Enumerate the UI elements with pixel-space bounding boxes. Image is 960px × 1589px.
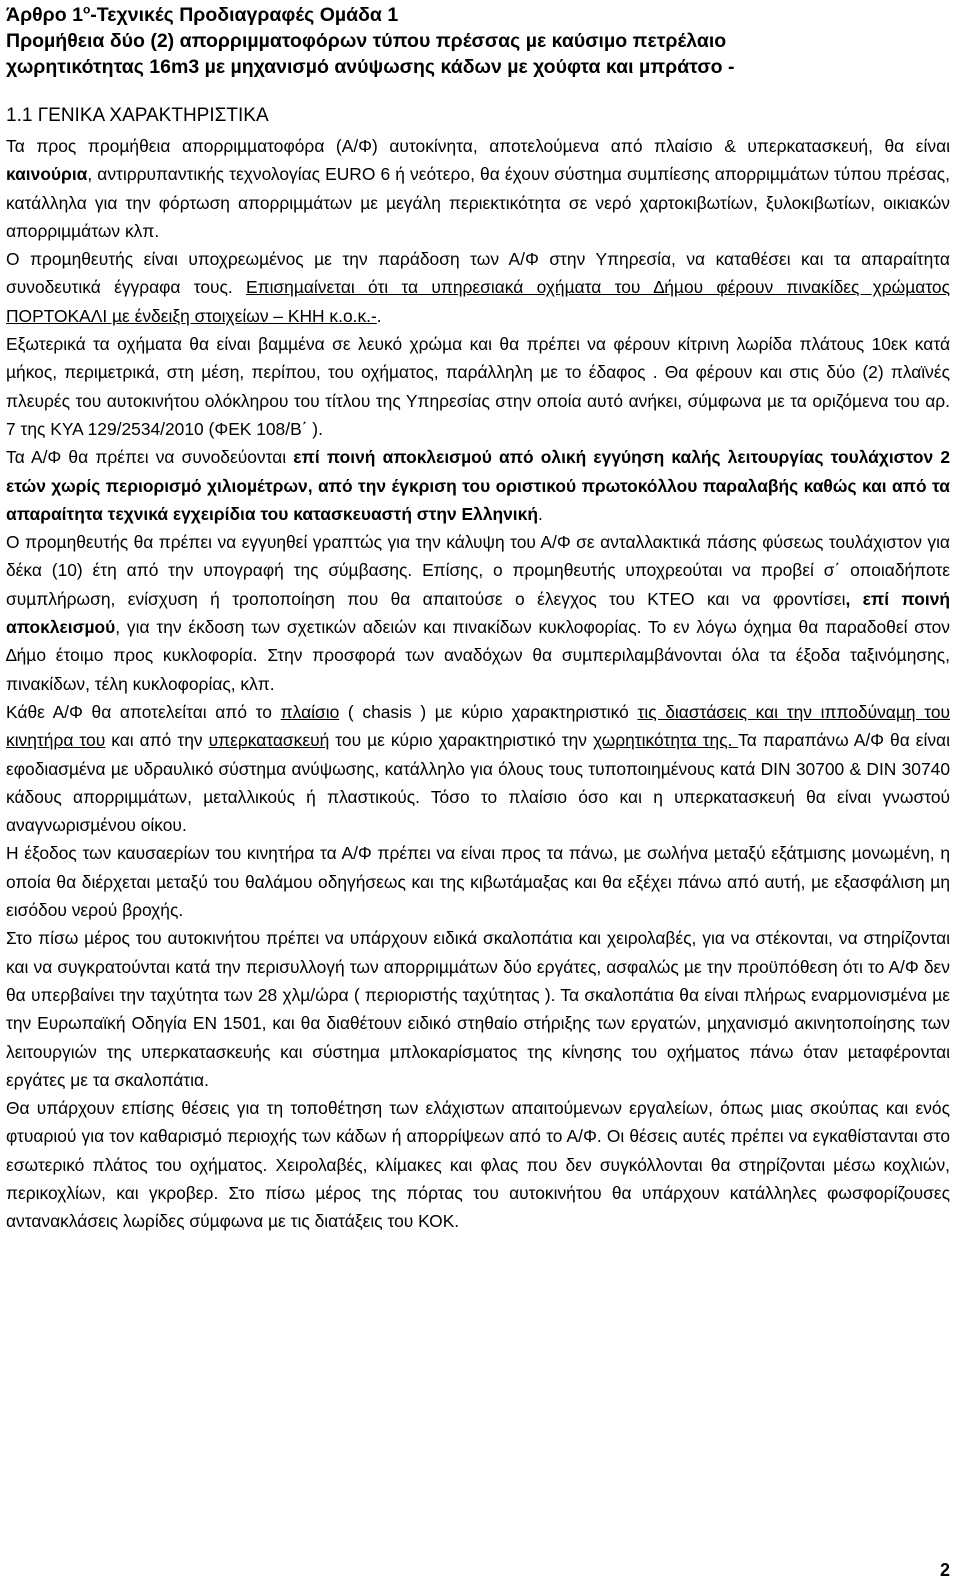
body-text (6, 132, 950, 1236)
heading-line-2: Προµήθεια δύο (2) απορριµµατοφόρων τύπου πρέσσας µε καύσιµο πετρέλαιο (6, 30, 727, 52)
paragraph-exhaust: Η έξοδος των καυσαερίων του κινητήρα τα Α/Φ πρέπει να είναι προς τα πάνω, µε σωλήνα µεταξύ εξάτµισης µονωµένη, η οποία θα διέρχεται µεταξύ του θαλάµου οδηγήσεως και της κιβωτάµαξας και θα εξέχει πάνω από αυτή, µε εξασφάλιση µη εισόδου νερού βροχής. (6, 843, 950, 921)
paragraph-tools: Θα υπάρχουν επίσης θέσεις για τη τοποθέτηση των ελάχιστων απαιτούµενων εργαλείων, όπως µιας σκούπας και ενός φτυαριού για τον καθαρισµό περιοχής των κάδων ή απορρίψεων από το Α/Φ. Οι θέσεις αυτές πρέπει να εγκαθίστανται στο εσωτερικό πλάτος του οχήµατος. Χειρολαβές, κλίµακες και φλας που δεν συγκόλλονται θα στηρίζονται µέσω κοχλιών, περικοχλίων, και γκροβερ. Στο πίσω µέρος της πόρτας του αυτοκινήτου θα υπάρχουν κατάλληλες φωσφορίζουσες αντανακλάσεις λωρίδες σύµφωνα µε τις διατάξεις του ΚΟΚ. (6, 1098, 950, 1232)
paragraph-rear-steps: Στο πίσω µέρος του αυτοκινήτου πρέπει να υπάρχουν ειδικά σκαλοπάτια και χειρολαβές, για να στέκονται, να στηρίζονται και να συγκρατούνται κατά την περισυλλογή των απορριµµάτων δύο εργάτες, ασφαλώς µε την προϋπόθεση ότι το Α/Φ δεν θα υπερβαίνει την ταχύτητα των 28 χλµ/ώρα ( περιοριστής ταχύτητας ). Τα σκαλοπάτια θα είναι πλήρως εναρµονισµένα µε την Ευρωπαϊκή Οδηγία ΕΝ 1501, και θα διαθέτουν ειδικό στηθαίο στήριξης των εργατών, µηχανισµό ακινητοποίησης των λειτουργιών της υπερκατασκευής και σύστηµα µπλοκαρίσµατος της κίνησης του οχήµατος πάνω όταν µεταφέρονται εργάτες με τα σκαλοπάτια. (6, 928, 950, 1090)
section-title: 1.1 ΓΕΝΙΚΑ ΧΑΡΑΚΤΗΡΙΣΤΙΚΑ (6, 105, 269, 126)
paragraph-documents: Ο προµηθευτής είναι υποχρεωµένος µε την παράδοση των Α/Φ στην Υπηρεσία, να καταθέσει και τα απαραίτητα συνοδευτικά έγγραφα τους. Επισηµαίνεται ότι τα υπηρεσιακά οχήµατα του ∆ήµου φέρουν πινακίδες χρώµατος ΠΟΡΤΟΚΑΛΙ µε ένδειξη στοιχείων – ΚΗΗ κ.ο.κ.-. (6, 249, 950, 326)
page-number: 2 (939, 1560, 950, 1580)
paragraph-exterior: Εξωτερικά τα οχήµατα θα είναι βαµµένα σε λευκό χρώµα και θα πρέπει να φέρουν κίτρινη λωρίδα πλάτους 10εκ κατά µήκος, περιµετρικά, στη µέση, περίπου, του οχήµατος, παράλληλη µε το έδαφος . Θα φέρουν και στις δύο (2) πλαϊνές πλευρές του αυτοκινήτου ολόκληρου του τίτλου της Υπηρεσίας στην οποία αυτό ανήκει, σύµφωνα µε τα οριζόµενα του αρ. 7 της ΚΥΑ 129/2534/2010 (ΦΕΚ 108/Β΄ ). (6, 334, 950, 439)
paragraph-general: Τα προς προµήθεια απορριµµατοφόρα (Α/Φ) αυτοκίνητα, αποτελούµενα από πλαίσιο & υπερκατασκευή, θα είναι καινούρια, αντιρρυπαντικής τεχνολογίας EURO 6 ή νεότερο, θα έχουν σύστηµα συµπίεσης απορριµµάτων τύπου πρέσας, κατάλληλα για την φόρτωση απορριµµάτων µε µεγάλη περιεκτικότητα σε νερό χαρτοκιβωτίων, ξυλοκιβωτίων, οικιακών απορριµµάτων κλπ. (6, 136, 950, 241)
heading-line-3: χωρητικότητας 16m3 µε µηχανισµό ανύψωσης κάδων µε χούφτα και µπράτσο - (6, 56, 735, 78)
paragraph-spare-parts: Ο προµηθευτής θα πρέπει να εγγυηθεί γραπτώς για την κάλυψη του Α/Φ σε ανταλλακτικά πάσης φύσεως τουλάχιστον για δέκα (10) έτη από την υπογραφή της σύµβασης. Επίσης, ο προµηθευτής υποχρεούται να προβεί σ΄ οποιαδήποτε συµπλήρωση, ενίσχυση ή τροποποίηση που θα απαιτούσε ο έλεγχος του ΚΤΕΟ και να φροντίσει, επί ποινή αποκλεισµού, για την έκδοση των σχετικών αδειών και πινακίδων κυκλοφορίας. Το εν λόγω όχηµα θα παραδοθεί στον ∆ήµο έτοιµο προς κυκλοφορία. Στην προσφορά των αναδόχων θα συµπεριλαµβάνονται όλα τα έξοδα ταξινόµησης, πινακίδων, τέλη κυκλοφορίας, κλπ. (6, 532, 950, 694)
heading-line-1: Άρθρο $1^o$-Τεχνικές Προδιαγραφές Οµάδα 1 (6, 2, 399, 26)
paragraph-chassis: Κάθε Α/Φ θα αποτελείται από το πλαίσιο ( chasis ) µε κύριο χαρακτηριστικό τις διαστάσεις και την ιπποδύναµη του κινητήρα του και από την υπερκατασκευή του µε κύριο χαρακτηριστικό την χωρητικότητα της. Τα παραπάνω Α/Φ θα είναι εφοδιασµένα µε υδραυλικό σύστηµα ανύψωσης, κατάλληλο για όλους τους τυποποιηµένους κατά DIN 30700 & DIN 30740 κάδους απορριµµάτων, µεταλλικούς ή πλαστικούς. Τόσο το πλαίσιο όσο και η υπερκατασκευή θα είναι γνωστού αναγνωρισµένου οίκου. (6, 701, 950, 836)
article-heading (6, 2, 952, 80)
paragraph-warranty: Τα Α/Φ θα πρέπει να συνοδεύονται επί ποινή αποκλεισµού από ολική εγγύηση καλής λειτουργίας τουλάχιστον 2 ετών χωρίς περιορισµό χιλιοµέτρων, από την έγκριση του οριστικού πρωτοκόλλου παραλαβής καθώς και από τα απαραίτητα τεχνικά εγχειρίδια του κατασκευαστή στην Ελληνική. (6, 447, 950, 524)
ordinal-superscript: ο (82, 2, 91, 17)
